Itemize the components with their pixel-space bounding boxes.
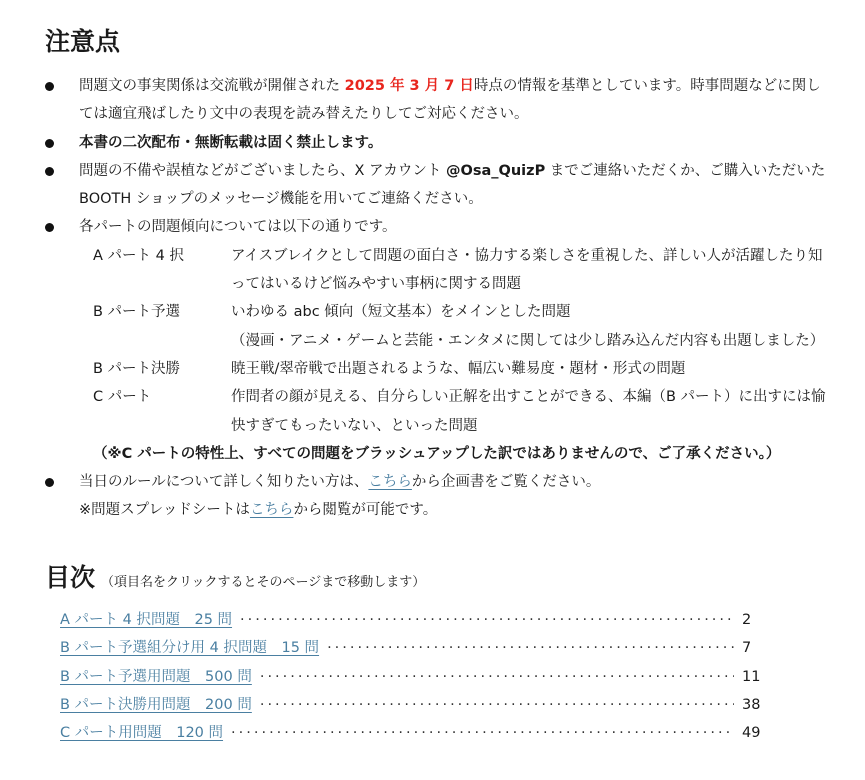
- toc-link-b-part-grouping[interactable]: B パート予選組分け用 4 択問題 15 問: [60, 640, 320, 657]
- planning-doc-link[interactable]: こちら: [368, 474, 412, 491]
- dot-leader: [231, 719, 734, 747]
- notes-heading: 注意点: [45, 27, 121, 56]
- bullet-icon: [45, 478, 54, 487]
- notes-list: [45, 72, 835, 525]
- toc-row: [60, 691, 770, 719]
- toc-row: [60, 719, 770, 747]
- bullet-icon: [45, 223, 54, 232]
- dot-leader: [240, 606, 734, 634]
- note-item-3: 問題の不備や誤植などがございましたら、X アカウント @Osa_QuizP までご連絡いただくか、ご購入いただいた BOOTH ショップのメッセージ機能を用いてご連絡ください。: [45, 157, 835, 214]
- bullet-icon: [45, 82, 54, 91]
- note-item-2: 本書の二次配布・無断転載は固く禁止します。: [45, 129, 835, 157]
- parts-note: （※C パートの特性上、すべての問題をブラッシュアップした訳ではありませんので、ご了承ください。）: [93, 445, 781, 462]
- toc-page-number: 49: [742, 725, 761, 742]
- bullet-icon: [45, 139, 54, 148]
- toc-link-c-part[interactable]: C パート用問題 120 問: [60, 725, 224, 742]
- toc-heading: 目次: [45, 563, 96, 592]
- part-row: A パート 4 択 アイスブレイクとして問題の面白さ・協力する楽しさを重視した、詳しい人が活躍したり知ってはいるけど悩みやすい事柄に関する問題: [93, 247, 823, 293]
- toc-row: [60, 634, 770, 662]
- part-row: C パート 作問者の顔が見える、自分らしい正解を出すことができる、本編（B パート）に出すには愉快すぎてもったいない、といった問題: [93, 389, 826, 434]
- parts-table: [45, 242, 835, 440]
- toc-row: [60, 606, 770, 634]
- toc-page-number: 11: [742, 668, 761, 685]
- part-row: B パート予選 いわゆる abc 傾向（短文基本）をメインとした問題 （漫画・アニメ・ゲームと芸能・エンタメに関しては少し踏み込んだ内容も出題しました）: [93, 304, 825, 349]
- toc-page-number: 2: [742, 612, 752, 628]
- toc-subtitle: （項目名をクリックするとそのページまで移動します）: [101, 575, 426, 590]
- toc-page-number: 38: [742, 696, 761, 713]
- x-account: @Osa_QuizP: [446, 162, 546, 179]
- dot-leader: [327, 634, 734, 662]
- table-of-contents: [60, 606, 770, 747]
- dot-leader: [260, 691, 734, 719]
- note-item-5: 当日のルールについて詳しく知りたい方は、こちらから企画書をご覧ください。: [45, 468, 835, 496]
- dot-leader: [260, 663, 734, 691]
- toc-heading-wrap: [45, 563, 425, 598]
- toc-page-number: 7: [742, 640, 752, 657]
- part-row: B パート決勝 暁王戦/翠帝戦で出題されるような、幅広い難易度・題材・形式の問題: [93, 360, 686, 377]
- event-date: 2025 年 3 月 7 日: [344, 78, 474, 94]
- toc-link-b-part-prelim[interactable]: B パート予選用問題 500 問: [60, 668, 252, 685]
- note-item-1: 問題文の事実関係は交流戦が開催された 2025 年 3 月 7 日時点の情報を基準としています。時事問題などに関しては適宜飛ばしたり文中の表現を読み替えたりしてご対応ください。: [45, 72, 835, 129]
- toc-link-b-part-final[interactable]: B パート決勝用問題 200 問: [60, 696, 252, 713]
- note-item-4: 各パートの問題傾向については以下の通りです。: [45, 213, 835, 241]
- spreadsheet-link[interactable]: こちら: [249, 502, 294, 519]
- bullet-icon: [45, 167, 54, 176]
- toc-link-a-part[interactable]: A パート 4 択問題 25 問: [60, 612, 233, 628]
- toc-row: [60, 663, 770, 691]
- spreadsheet-note: ※問題スプレッドシートはこちらから閲覧が可能です。: [79, 502, 438, 519]
